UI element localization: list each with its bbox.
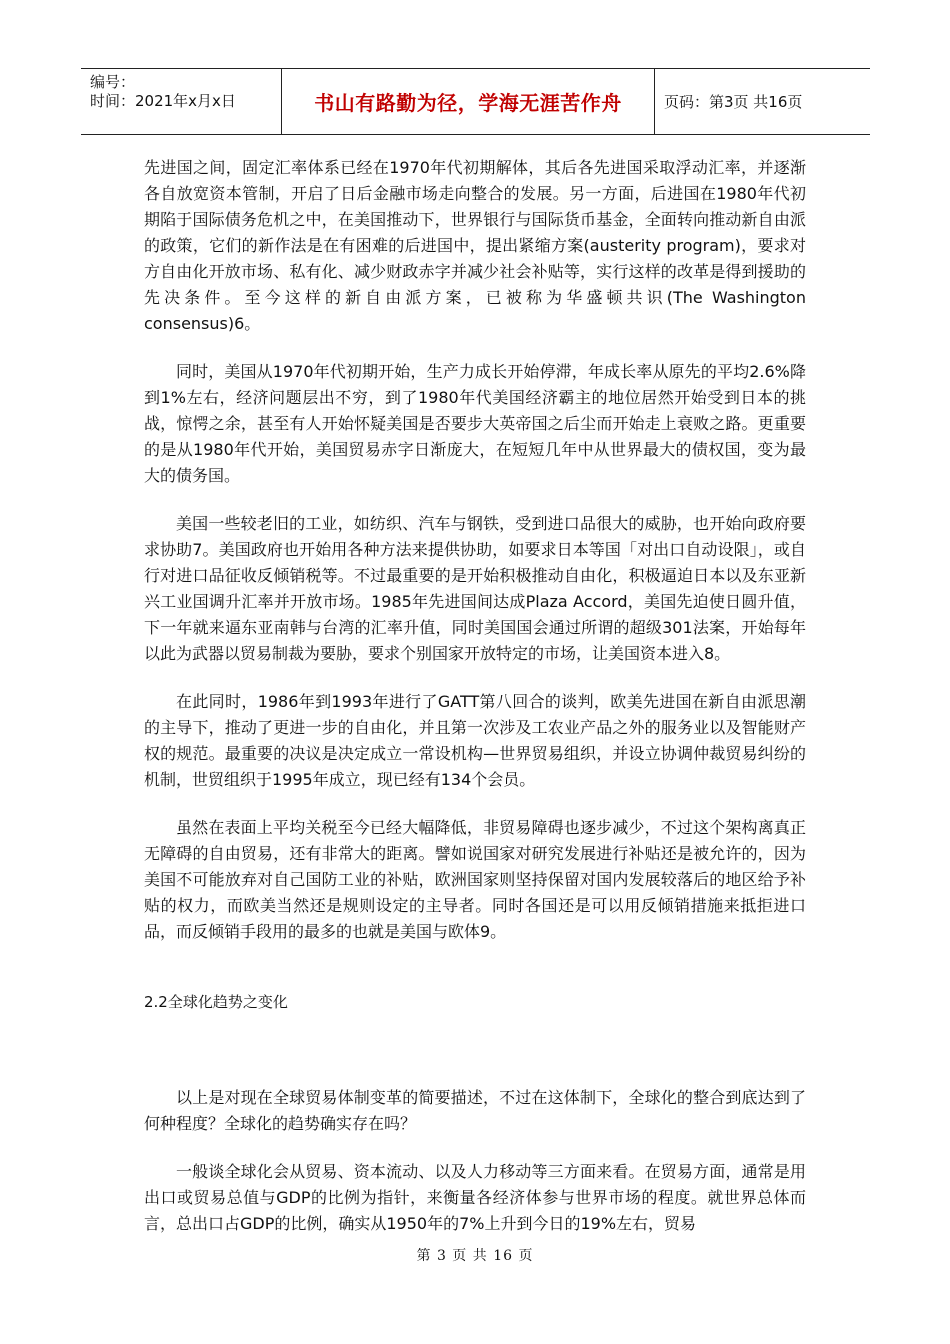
- header-page-info-cell: [655, 69, 870, 134]
- body-paragraph: 在此同时，1986年到1993年进行了GATT第八回合的谈判，欧美先进国在新自由派思潮的主导下，推动了更进一步的自由化，并且第一次涉及工农业产品之外的服务业以及智能财产权的规范。最重要的决议是决定成立一常设机构—世界贸易组织，并设立协调仲裁贸易纠纷的机制，世贸组织于1995年成立，现已经有134个会员。: [144, 692, 806, 789]
- body-paragraph: 以上是对现在全球贸易体制变革的简要描述，不过在这体制下，全球化的整合到底达到了何种程度？全球化的趋势确实存在吗？: [144, 1088, 806, 1133]
- page-header: [81, 68, 870, 135]
- header-page-info: 页码：第3页 共16页: [664, 93, 803, 111]
- body-paragraph: 虽然在表面上平均关税至今已经大幅降低，非贸易障碍也逐步减少，不过这个架构离真正无障碍的自由贸易，还有非常大的距离。譬如说国家对研究发展进行补贴还是被允许的，因为美国不可能放弃对自己国防工业的补贴，欧洲国家则坚持保留对国内发展较落后的地区给予补贴的权力，而欧美当然还是规则设定的主导者。同时各国还是可以用反倾销措施来抵拒进口品，而反倾销手段用的最多的也就是美国与欧体9。: [144, 818, 806, 941]
- header-motto-cell: [282, 69, 655, 134]
- page-footer: 第 3 页 共 16 页: [416, 1248, 534, 1264]
- section-heading: 2.2全球化趋势之变化: [144, 993, 288, 1011]
- document-number-label: 编号：: [90, 73, 136, 91]
- header-motto: 书山有路勤为径，学海无涯苦作舟: [314, 91, 622, 115]
- body-paragraph: 先进国之间，固定汇率体系已经在1970年代初期解体，其后各先进国采取浮动汇率，并逐渐各自放宽资本管制，开启了日后金融市场走向整合的发展。另一方面，后进国在1980年代初期陷于国际债务危机之中，在美国推动下，世界银行与国际货币基金，全面转向推动新自由派的政策，它们的新作法是在有困难的后进国中，提出紧缩方案(austerity program)，要求对方自由化开放市场、私有化、减少财政赤字并减少社会补贴等，实行这样的改革是得到援助的先决条件。至今这样的新自由派方案，已被称为华盛顿共识(The Washington consensus)6。: [144, 158, 806, 333]
- body-paragraph: 美国一些较老旧的工业，如纺织、汽车与钢铁，受到进口品很大的威胁，也开始向政府要求协助7。美国政府也开始用各种方法来提供协助，如要求日本等国「对出口自动设限」，或自行对进口品征收反倾销税等。不过最重要的是开始积极推动自由化，积极逼迫日本以及东亚新兴工业国调升汇率并开放市场。1985年先进国间达成Plaza Accord，美国先迫使日圆升值，下一年就来逼东亚南韩与台湾的汇率升值，同时美国国会通过所谓的超级301法案，开始每年以此为武器以贸易制裁为要胁，要求个别国家开放特定的市场，让美国资本进入8。: [144, 514, 806, 663]
- body-paragraph: 一般谈全球化会从贸易、资本流动、以及人力移动等三方面来看。在贸易方面，通常是用出口或贸易总值与GDP的比例为指针，来衡量各经济体参与世界市场的程度。就世界总体而言，总出口占GDP的比例，确实从1950年的7%上升到今日的19%左右，贸易: [144, 1162, 806, 1233]
- header-meta: [81, 69, 282, 134]
- document-date-label: 时间：2021年x月x日: [90, 92, 236, 110]
- body-paragraph: 同时，美国从1970年代初期开始，生产力成长开始停滞，年成长率从原先的平均2.6%降到1%左右，经济问题层出不穷，到了1980年代美国经济霸主的地位居然开始受到日本的挑战，惊愕之余，甚至有人开始怀疑美国是否要步大英帝国之后尘而开始走上衰败之路。更重要的是从1980年代开始，美国贸易赤字日渐庞大，在短短几年中从世界最大的债权国，变为最大的债务国。: [144, 362, 806, 485]
- document-body: [144, 155, 806, 1237]
